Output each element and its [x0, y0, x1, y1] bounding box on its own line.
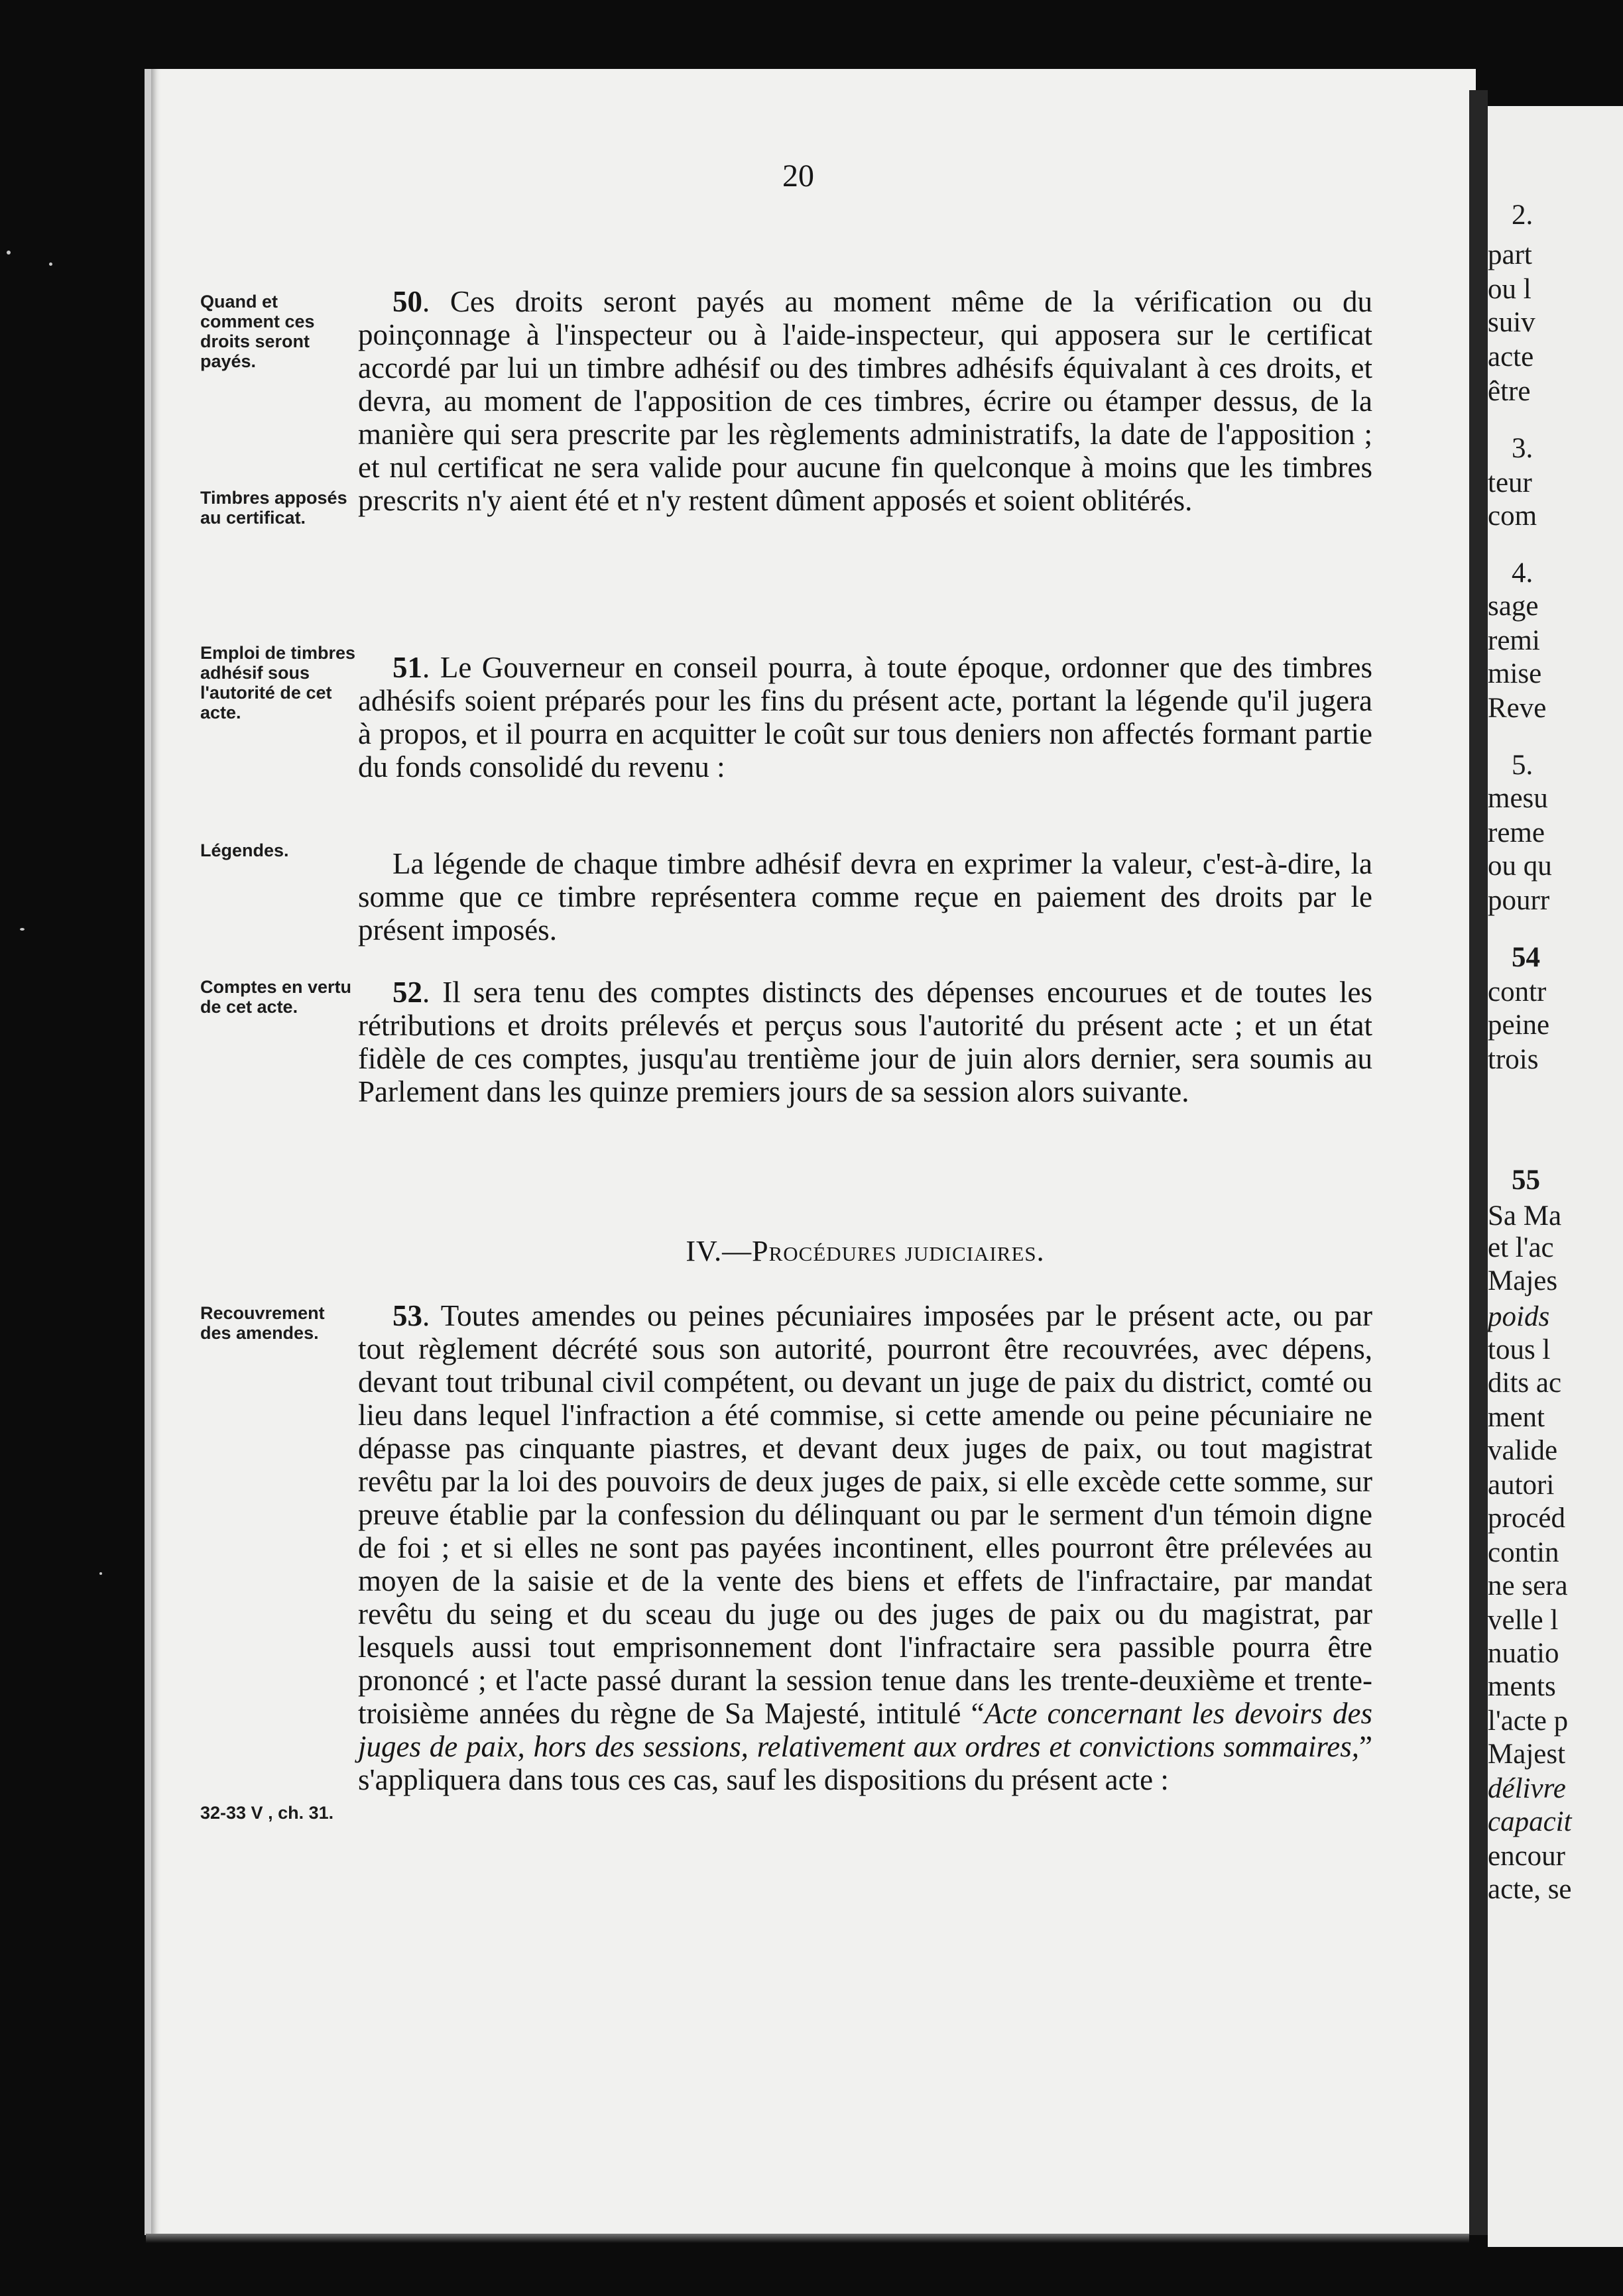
adjacent-page-text: mesu: [1488, 783, 1548, 814]
adjacent-page-text: 54: [1512, 942, 1540, 973]
adjacent-page-text: contr: [1488, 976, 1547, 1007]
adjacent-page-text: 5.: [1512, 750, 1533, 781]
article-text: Le Gouverneur en conseil pourra, à toute époque, ordonner que des timbres adhésifs soient préparés pour les fins du présent acte, portant la légende qu'il jugera à propos, et il pourra en acquitter le coût sur tous deniers non affectés formant partie du fonds consolidé du revenu :: [358, 651, 1372, 783]
article-53: 53. Toutes amendes ou peines pécuniaires imposées par le présent acte, ou par tout règlement décrété sous son autorité, pourront être recouvrées, avec dépens, devant tout tribunal civil compétent, ou devant un juge de paix du district, comté ou lieu dans lequel l'infraction a été commise, si cette amende ou peine pécuniaire ne dépasse pas cinquante piastres, et devant deux juges de paix, ou tout magistrat revêtu par la loi des pouvoirs de deux juges de paix, si elle excède cette somme, sur preuve établie par la confession du délinquant ou par le serment d'un témoin digne de foi ; et si elles ne sont pas payées incontinent, elles pourront être prélevées au moyen de la saisie et de la vente des biens et effets de l'infractaire, par mandat revêtu du seing et du sceau du juge ou des juges de paix ou du magistrat, par lesquels aussi tout emprisonnement dont l'infractaire sera passible pourra être prononcé ; et l'acte passé durant la session tenue dans les trente-deuxième et trente-troisième années du règne de Sa Majesté, intitulé “Acte concernant les devoirs des juges de paix, hors des sessions, relativement aux ordres et convictions sommaires,” s'appliquera dans tous ces cas, sauf les dispositions du présent acte :: [358, 1299, 1372, 1796]
adjacent-page-text: 2.: [1512, 200, 1533, 231]
adjacent-page-text: com: [1488, 500, 1537, 532]
adjacent-page-text: mise: [1488, 658, 1542, 689]
article-51-legend-paragraph: [358, 847, 1372, 947]
margin-note: Timbres apposés au certificat.: [200, 488, 347, 528]
adjacent-page-fragment: [1488, 106, 1623, 2247]
adjacent-page-text: part: [1488, 239, 1532, 270]
adjacent-page-text: pourr: [1488, 885, 1550, 916]
margin-note: Légendes.: [200, 840, 289, 860]
adjacent-page-text: dits ac: [1488, 1367, 1562, 1399]
act-title: Acte concernant les devoirs des juges de paix, hors des sessions, relativement aux ordres et convictions sommaires,: [358, 1697, 1372, 1763]
page-number: 20: [782, 158, 814, 194]
adjacent-page-text: autori: [1488, 1469, 1555, 1501]
margin-note: Quand et comment ces droits seront payés.: [200, 292, 315, 371]
article-number: 50: [392, 285, 422, 318]
adjacent-page-text: teur: [1488, 467, 1532, 498]
section-title: Procédures judiciaires.: [752, 1235, 1045, 1267]
adjacent-page-text: reme: [1488, 817, 1545, 848]
book-spine: [1469, 90, 1488, 2235]
page-shadow: [146, 2234, 1469, 2243]
adjacent-page-text: être: [1488, 376, 1531, 407]
article-52: 52. Il sera tenu des comptes distincts des dépenses encourues et de toutes les rétributions et droits prélevés et perçus sous l'autorité du présent acte ; et un état fidèle de ces comptes, jusqu'au trentième jour de juin alors dernier, sera soumis au Parlement dans les quinze premiers jours de sa session alors suivante.: [358, 976, 1373, 1108]
article-51: 51. Le Gouverneur en conseil pourra, à toute époque, ordonner que des timbres adhésifs soient préparés pour les fins du présent acte, portant la légende qu'il jugera à propos, et il pourra en acquitter le coût sur tous deniers non affectés formant partie du fonds consolidé du revenu :: [358, 651, 1372, 783]
article-text: Il sera tenu des comptes distincts des dépenses encourues et de toutes les rétributions et droits prélevés et perçus sous l'autorité du présent acte ; et un état fidèle de ces comptes, jusqu'au trentième jour de juin alors dernier, sera soumis au Parlement dans les quinze premiers jours de sa session alors suivante.: [358, 976, 1373, 1108]
adjacent-page-text: nuatio: [1488, 1638, 1559, 1669]
adjacent-page-text: ments: [1488, 1671, 1556, 1702]
adjacent-page-text: Majes: [1488, 1265, 1558, 1296]
adjacent-page-text: tous l: [1488, 1334, 1551, 1365]
adjacent-page-text: contin: [1488, 1537, 1559, 1568]
article-text: La légende de chaque timbre adhésif devra en exprimer la valeur, c'est-à-dire, la somme que ce timbre représentera comme reçue en paiement des droits par le présent imposés.: [358, 847, 1372, 947]
article-number: 52: [392, 976, 422, 1009]
adjacent-page-text: acte, se: [1488, 1874, 1572, 1905]
adjacent-page-text: procéd: [1488, 1503, 1565, 1534]
article-text-end: ” s'appliquera dans tous ces cas, sauf les dispositions du présent acte :: [358, 1730, 1372, 1796]
adjacent-page-text: trois: [1488, 1044, 1539, 1075]
margin-note: Emploi de timbres adhésif sous l'autorité de cet acte.: [200, 643, 356, 722]
adjacent-page-text: Majest: [1488, 1739, 1566, 1770]
article-text: Toutes amendes ou peines pécuniaires imposées par le présent acte, ou par tout règlement décrété sous son autorité, pourront être recouvrées, avec dépens, devant tout tribunal civil compétent, ou devant un juge de paix du district, comté ou lieu dans lequel l'infraction a été commise, si cette amende ou peine pécuniaire ne dépasse pas cinquante piastres, et devant deux juges de paix, ou tout magistrat revêtu par la loi des pouvoirs de deux juges de paix, si elle excède cette somme, sur preuve établie par la confession du délinquant ou par le serment d'un témoin digne de foi ; et si elles ne sont pas payées incontinent, elles pourront être prélevées au moyen de la saisie et de la vente des biens et effets de l'infractaire, par mandat revêtu du seing et du sceau du juge ou des juges de paix ou du magistrat, par lesquels aussi tout emprisonnement dont l'infractaire sera passible pourra être prononcé ; et l'acte passé durant la session tenue dans les trente-deuxième et trente-troisième années du règne de Sa Majesté, intitulé “: [358, 1299, 1372, 1730]
adjacent-page-text: suiv: [1488, 307, 1535, 338]
adjacent-page-text: remi: [1488, 625, 1540, 656]
margin-note: Recouvrement des amendes.: [200, 1303, 325, 1343]
adjacent-page-text: 55: [1512, 1165, 1540, 1196]
margin-note: Comptes en vertu de cet acte.: [200, 977, 352, 1017]
adjacent-page-text: ment: [1488, 1402, 1545, 1433]
article-text: Ces droits seront payés au moment même de la vérification ou du poinçonnage à l'inspecteur ou à l'aide-inspecteur, qui apposera sur le certificat accordé par lui un timbre adhésif ou des timbres adhésifs équivalant à ces droits, et devra, au moment de l'apposition de ces timbres, écrire ou étamper dessus, de la manière qui sera prescrite par les règlements administratifs, la date de l'apposition ; et nul certificat ne sera valide pour aucune fin quelconque à moins que les timbres prescrits n'y aient été et n'y restent dûment apposés et soient oblitérés.: [358, 285, 1373, 517]
adjacent-page-text: capacit: [1488, 1806, 1572, 1837]
adjacent-page-text: acte: [1488, 341, 1534, 373]
adjacent-page-text: valide: [1488, 1435, 1558, 1466]
adjacent-page-text: ne sera: [1488, 1570, 1568, 1601]
article-number: 51: [392, 651, 422, 684]
adjacent-page-text: délivre: [1488, 1773, 1566, 1804]
adjacent-page-text: 3.: [1512, 433, 1533, 464]
adjacent-page-text: 4.: [1512, 557, 1533, 589]
adjacent-page-text: et l'ac: [1488, 1232, 1554, 1263]
section-prefix: IV.—: [686, 1235, 752, 1267]
adjacent-page-text: poids: [1488, 1301, 1550, 1332]
adjacent-page-text: encour: [1488, 1841, 1565, 1872]
adjacent-page-text: l'acte p: [1488, 1705, 1569, 1737]
adjacent-page-text: Sa Ma: [1488, 1200, 1562, 1232]
adjacent-page-text: peine: [1488, 1009, 1550, 1041]
article-number: 53: [392, 1299, 422, 1332]
adjacent-page-text: Reve: [1488, 693, 1547, 724]
section-heading: [358, 1234, 1372, 1268]
adjacent-page-text: sage: [1488, 591, 1539, 622]
adjacent-page-text: ou l: [1488, 274, 1532, 305]
margin-note: 32-33 V , ch. 31.: [200, 1803, 334, 1823]
adjacent-page-text: velle l: [1488, 1605, 1559, 1636]
article-50: 50. Ces droits seront payés au moment même de la vérification ou du poinçonnage à l'inspecteur ou à l'aide-inspecteur, qui apposera sur le certificat accordé par lui un timbre adhésif ou des timbres adhésifs équivalant à ces droits, et devra, au moment de l'apposition de ces timbres, écrire ou étamper dessus, de la manière qui sera prescrite par les règlements administratifs, la date de l'apposition ; et nul certificat ne sera valide pour aucune fin quelconque à moins que les timbres prescrits n'y aient été et n'y restent dûment apposés et soient oblitérés.: [358, 285, 1373, 517]
adjacent-page-text: ou qu: [1488, 850, 1552, 882]
